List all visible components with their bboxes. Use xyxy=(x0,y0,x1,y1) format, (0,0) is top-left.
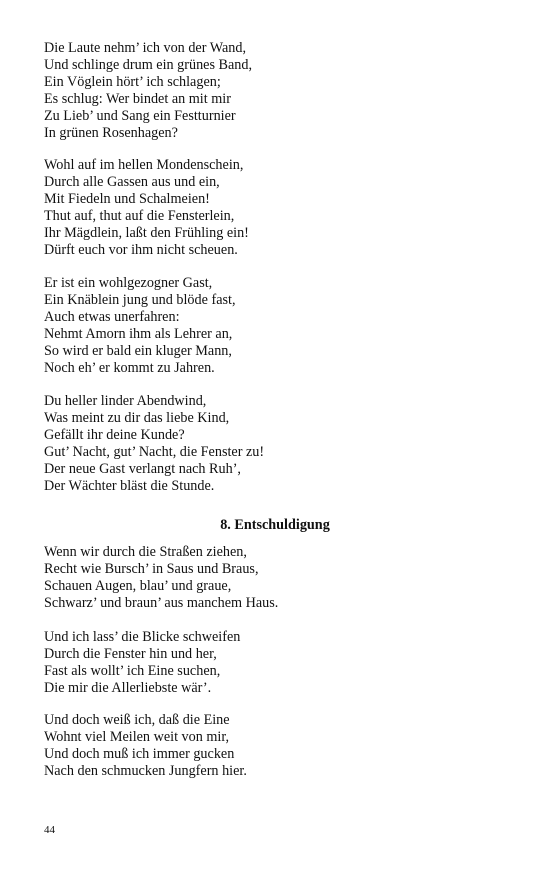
verse-line: Es schlug: Wer bindet an mit mir xyxy=(44,91,231,107)
verse-line: Auch etwas unerfahren: xyxy=(44,309,180,325)
verse-line: Und doch muß ich immer gucken xyxy=(44,746,235,762)
verse-line: Ein Vöglein hört’ ich schlagen; xyxy=(44,74,221,90)
poem-heading: 8. Entschuldigung xyxy=(220,517,330,533)
stanza xyxy=(44,275,236,377)
verse-line: Wohnt viel Meilen weit von mir, xyxy=(44,729,230,745)
verse-line: Mit Fiedeln und Schalmeien! xyxy=(44,191,210,207)
verse-line: Und ich lass’ die Blicke schweifen xyxy=(44,629,241,645)
stanza xyxy=(44,544,278,612)
verse-line: Gefällt ihr deine Kunde? xyxy=(44,427,185,443)
verse-line: Schwarz’ und braun’ aus manchem Haus. xyxy=(44,595,279,611)
verse-line: Nach den schmucken Jungfern hier. xyxy=(44,763,247,779)
verse-line: Der Wächter bläst die Stunde. xyxy=(44,478,215,494)
verse-line: Du heller linder Abendwind, xyxy=(44,393,207,409)
verse-line: Ein Knäblein jung und blöde fast, xyxy=(44,292,236,308)
verse-line: Nehmt Amorn ihm als Lehrer an, xyxy=(44,326,233,342)
verse-line: Noch eh’ er kommt zu Jahren. xyxy=(44,360,215,376)
verse-line: Die Laute nehm’ ich von der Wand, xyxy=(44,40,247,56)
verse-line: Er ist ein wohlgezogner Gast, xyxy=(44,275,213,291)
verse-line: Gut’ Nacht, gut’ Nacht, die Fenster zu! xyxy=(44,444,265,460)
stanza xyxy=(44,393,264,495)
verse-line: Thut auf, thut auf die Fensterlein, xyxy=(44,208,235,224)
verse-line: Der neue Gast verlangt nach Ruh’, xyxy=(44,461,241,477)
verse-line: Wohl auf im hellen Mondenschein, xyxy=(44,157,244,173)
verse-line: So wird er bald ein kluger Mann, xyxy=(44,343,232,359)
verse-line: Und doch weiß ich, daß die Eine xyxy=(44,712,230,728)
verse-line: Schauen Augen, blau’ und graue, xyxy=(44,578,232,594)
stanza xyxy=(44,157,249,259)
page-number: 44 xyxy=(44,824,55,836)
verse-line: Durch alle Gassen aus und ein, xyxy=(44,174,220,190)
verse-line: Dürft euch vor ihm nicht scheuen. xyxy=(44,242,238,258)
stanza xyxy=(44,712,247,780)
verse-line: Durch die Fenster hin und her, xyxy=(44,646,217,662)
stanza xyxy=(44,40,252,142)
verse-line: In grünen Rosenhagen? xyxy=(44,125,178,141)
stanza xyxy=(44,629,240,697)
verse-line: Fast als wollt’ ich Eine suchen, xyxy=(44,663,221,679)
verse-line: Ihr Mägdlein, laßt den Frühling ein! xyxy=(44,225,249,241)
verse-line: Zu Lieb’ und Sang ein Festturnier xyxy=(44,108,236,124)
verse-line: Wenn wir durch die Straßen ziehen, xyxy=(44,544,247,560)
verse-line: Und schlinge drum ein grünes Band, xyxy=(44,57,253,73)
verse-line: Die mir die Allerliebste wär’. xyxy=(44,680,212,696)
verse-line: Was meint zu dir das liebe Kind, xyxy=(44,410,230,426)
verse-line: Recht wie Bursch’ in Saus und Braus, xyxy=(44,561,259,577)
